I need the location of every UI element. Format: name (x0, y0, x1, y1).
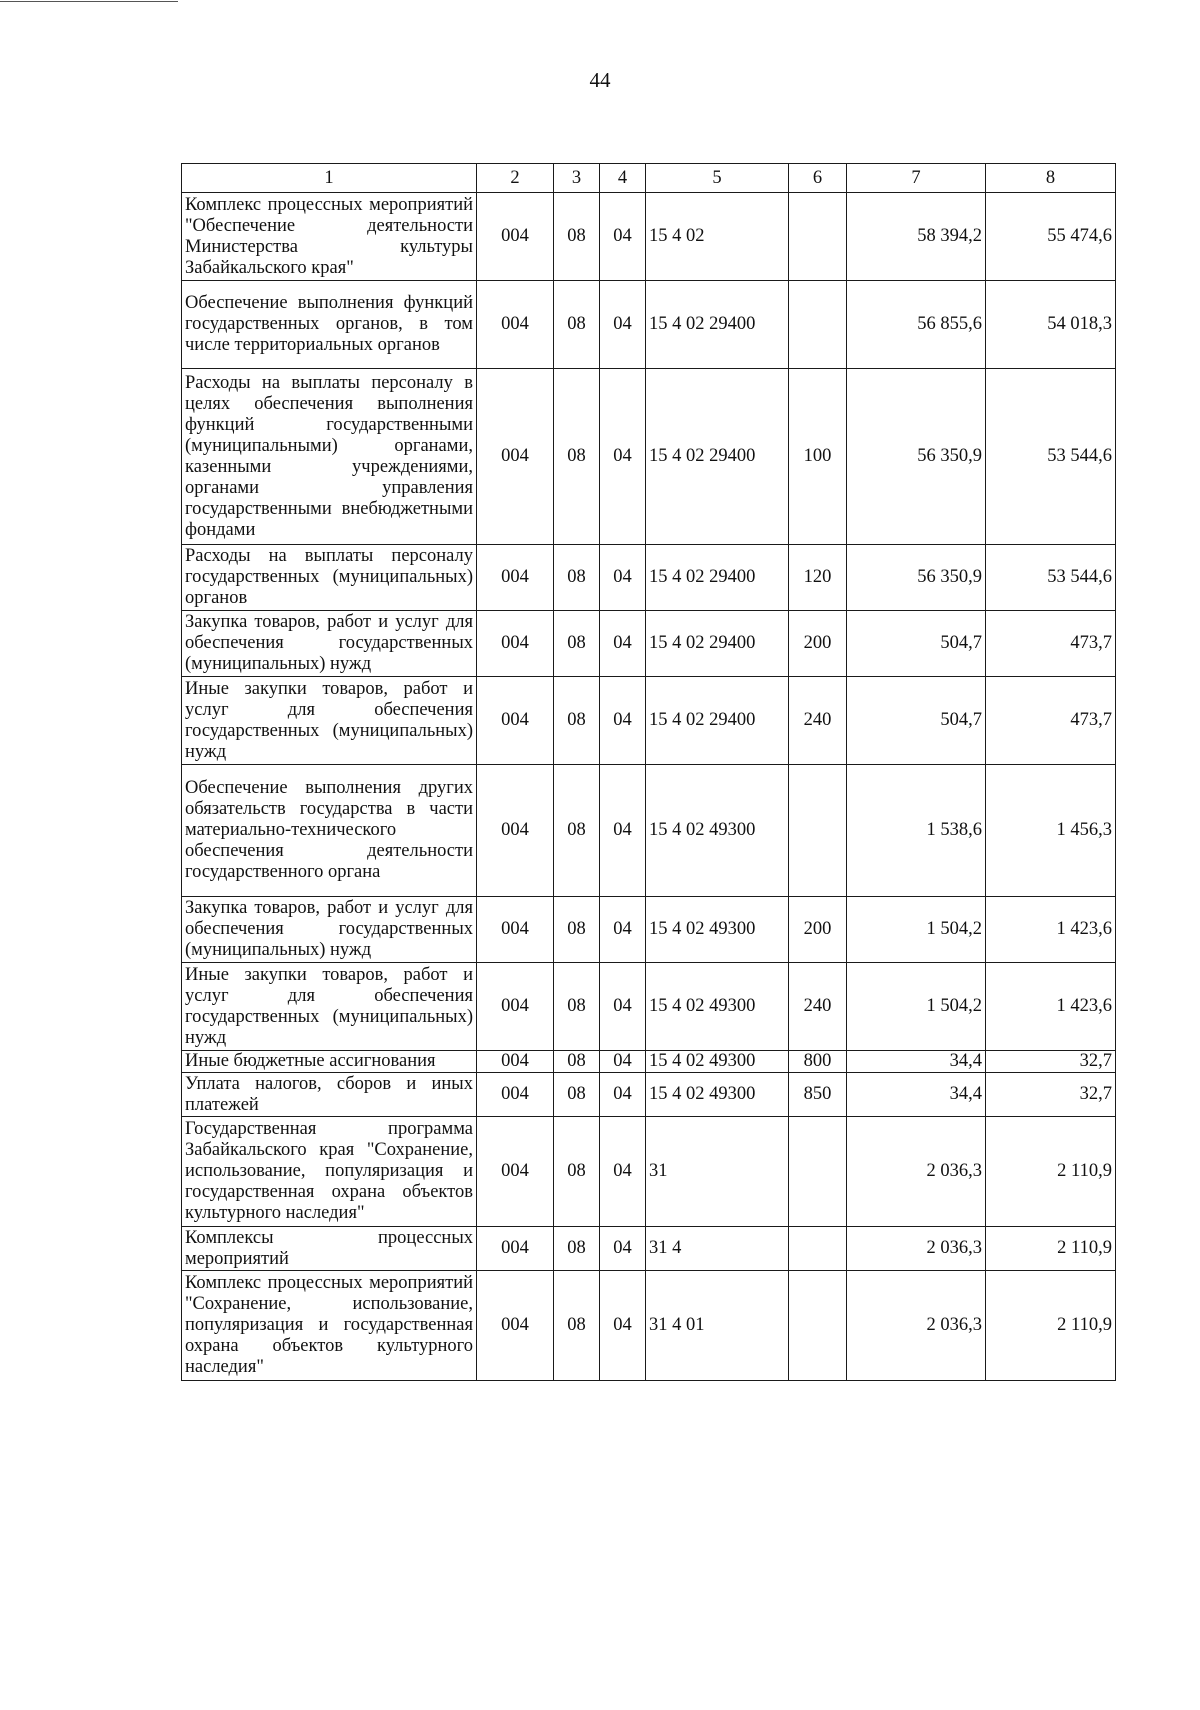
table-row (182, 677, 1116, 765)
target-article: 31 4 (646, 1227, 789, 1271)
section-code: 08 (554, 545, 600, 611)
table-row (182, 897, 1116, 963)
amount-year-2: 2 110,9 (986, 1117, 1116, 1227)
section-code: 08 (554, 1051, 600, 1073)
amount-year-2: 54 018,3 (986, 281, 1116, 369)
amount-year-1: 58 394,2 (847, 193, 986, 281)
amount-year-1: 504,7 (847, 677, 986, 765)
section-code: 08 (554, 1073, 600, 1117)
col-header-6: 6 (789, 164, 847, 193)
expense-type (789, 281, 847, 369)
target-article: 15 4 02 49300 (646, 1073, 789, 1117)
expense-type (789, 1271, 847, 1381)
expense-type (789, 1117, 847, 1227)
amount-year-1: 34,4 (847, 1051, 986, 1073)
section-code: 08 (554, 897, 600, 963)
section-code: 08 (554, 765, 600, 897)
section-code: 08 (554, 677, 600, 765)
amount-year-2: 32,7 (986, 1051, 1116, 1073)
ministry-code: 004 (477, 369, 554, 545)
amount-year-1: 1 504,2 (847, 897, 986, 963)
target-article: 15 4 02 49300 (646, 765, 789, 897)
table-row (182, 1271, 1116, 1381)
ministry-code: 004 (477, 963, 554, 1051)
target-article: 31 4 01 (646, 1271, 789, 1381)
subsection-code: 04 (600, 1271, 646, 1381)
row-name: Комплексы процессных мероприятий (182, 1227, 477, 1271)
target-article: 15 4 02 29400 (646, 545, 789, 611)
ministry-code: 004 (477, 1271, 554, 1381)
subsection-code: 04 (600, 281, 646, 369)
row-name: Закупка товаров, работ и услуг для обеспечения государственных (муниципальных) нужд (182, 897, 477, 963)
section-code: 08 (554, 193, 600, 281)
budget-table (181, 163, 1116, 1381)
amount-year-1: 56 350,9 (847, 545, 986, 611)
col-header-4: 4 (600, 164, 646, 193)
table-row (182, 1051, 1116, 1073)
target-article: 15 4 02 29400 (646, 611, 789, 677)
subsection-code: 04 (600, 897, 646, 963)
expense-type: 200 (789, 611, 847, 677)
amount-year-2: 1 423,6 (986, 963, 1116, 1051)
table-row (182, 369, 1116, 545)
row-name: Иные закупки товаров, работ и услуг для обеспечения государственных (муниципальных) нужд (182, 677, 477, 765)
row-name: Обеспечение выполнения функций государственных органов, в том числе территориальных органов (182, 281, 477, 369)
ministry-code: 004 (477, 281, 554, 369)
amount-year-1: 2 036,3 (847, 1271, 986, 1381)
expense-type (789, 1227, 847, 1271)
col-header-7: 7 (847, 164, 986, 193)
expense-type: 240 (789, 677, 847, 765)
ministry-code: 004 (477, 611, 554, 677)
amount-year-2: 55 474,6 (986, 193, 1116, 281)
row-name: Расходы на выплаты персоналу в целях обеспечения выполнения функций государственными (муниципальными) органами, казенными учреждениями, органами управления государственными внебюджетными фондами (182, 369, 477, 545)
table-row (182, 1227, 1116, 1271)
row-name: Государственная программа Забайкальского края "Сохранение, использование, популяризация и государственная охрана объектов культурного наследия" (182, 1117, 477, 1227)
expense-type: 800 (789, 1051, 847, 1073)
target-article: 15 4 02 49300 (646, 963, 789, 1051)
amount-year-2: 1 456,3 (986, 765, 1116, 897)
subsection-code: 04 (600, 1227, 646, 1271)
ministry-code: 004 (477, 1051, 554, 1073)
ministry-code: 004 (477, 897, 554, 963)
table-row (182, 193, 1116, 281)
page-number: 44 (589, 68, 611, 92)
subsection-code: 04 (600, 611, 646, 677)
table-row (182, 1117, 1116, 1227)
table-row (182, 611, 1116, 677)
row-name: Расходы на выплаты персоналу государственных (муниципальных) органов (182, 545, 477, 611)
amount-year-2: 1 423,6 (986, 897, 1116, 963)
table-row (182, 281, 1116, 369)
target-article: 15 4 02 29400 (646, 369, 789, 545)
amount-year-2: 2 110,9 (986, 1271, 1116, 1381)
subsection-code: 04 (600, 1073, 646, 1117)
ministry-code: 004 (477, 765, 554, 897)
col-header-5: 5 (646, 164, 789, 193)
expense-type: 850 (789, 1073, 847, 1117)
amount-year-2: 53 544,6 (986, 545, 1116, 611)
amount-year-1: 1 504,2 (847, 963, 986, 1051)
expense-type: 120 (789, 545, 847, 611)
expense-type: 240 (789, 963, 847, 1051)
ministry-code: 004 (477, 1073, 554, 1117)
row-name: Иные бюджетные ассигнования (182, 1051, 477, 1073)
section-code: 08 (554, 963, 600, 1051)
ministry-code: 004 (477, 545, 554, 611)
amount-year-2: 2 110,9 (986, 1227, 1116, 1271)
subsection-code: 04 (600, 369, 646, 545)
amount-year-1: 504,7 (847, 611, 986, 677)
ministry-code: 004 (477, 1117, 554, 1227)
expense-type: 100 (789, 369, 847, 545)
col-header-1: 1 (182, 164, 477, 193)
subsection-code: 04 (600, 1117, 646, 1227)
subsection-code: 04 (600, 193, 646, 281)
target-article: 15 4 02 (646, 193, 789, 281)
target-article: 15 4 02 49300 (646, 897, 789, 963)
table-row (182, 765, 1116, 897)
expense-type: 200 (789, 897, 847, 963)
table-body (182, 193, 1116, 1381)
subsection-code: 04 (600, 963, 646, 1051)
section-code: 08 (554, 1117, 600, 1227)
expense-type (789, 765, 847, 897)
section-code: 08 (554, 281, 600, 369)
col-header-3: 3 (554, 164, 600, 193)
ministry-code: 004 (477, 1227, 554, 1271)
amount-year-2: 32,7 (986, 1073, 1116, 1117)
ministry-code: 004 (477, 193, 554, 281)
amount-year-1: 2 036,3 (847, 1227, 986, 1271)
ministry-code: 004 (477, 677, 554, 765)
target-article: 15 4 02 29400 (646, 677, 789, 765)
row-name: Комплекс процессных мероприятий "Сохранение, использование, популяризация и государственная охрана объектов культурного наследия" (182, 1271, 477, 1381)
expense-type (789, 193, 847, 281)
amount-year-1: 34,4 (847, 1073, 986, 1117)
row-name: Обеспечение выполнения других обязательств государства в части материально-технического обеспечения деятельности государственного органа (182, 765, 477, 897)
row-name: Иные закупки товаров, работ и услуг для обеспечения государственных (муниципальных) нужд (182, 963, 477, 1051)
section-code: 08 (554, 369, 600, 545)
amount-year-1: 56 350,9 (847, 369, 986, 545)
table-row (182, 1073, 1116, 1117)
amount-year-2: 473,7 (986, 611, 1116, 677)
target-article: 31 (646, 1117, 789, 1227)
table-row (182, 963, 1116, 1051)
section-code: 08 (554, 1271, 600, 1381)
subsection-code: 04 (600, 1051, 646, 1073)
scan-edge-line (0, 1, 178, 2)
section-code: 08 (554, 611, 600, 677)
amount-year-1: 2 036,3 (847, 1117, 986, 1227)
amount-year-2: 473,7 (986, 677, 1116, 765)
subsection-code: 04 (600, 677, 646, 765)
row-name: Уплата налогов, сборов и иных платежей (182, 1073, 477, 1117)
row-name: Комплекс процессных мероприятий "Обеспечение деятельности Министерства культуры Забайкальского края" (182, 193, 477, 281)
subsection-code: 04 (600, 765, 646, 897)
amount-year-1: 1 538,6 (847, 765, 986, 897)
col-header-8: 8 (986, 164, 1116, 193)
table-row (182, 545, 1116, 611)
row-name: Закупка товаров, работ и услуг для обеспечения государственных (муниципальных) нужд (182, 611, 477, 677)
target-article: 15 4 02 49300 (646, 1051, 789, 1073)
section-code: 08 (554, 1227, 600, 1271)
amount-year-1: 56 855,6 (847, 281, 986, 369)
header-row (182, 164, 1116, 193)
amount-year-2: 53 544,6 (986, 369, 1116, 545)
target-article: 15 4 02 29400 (646, 281, 789, 369)
col-header-2: 2 (477, 164, 554, 193)
subsection-code: 04 (600, 545, 646, 611)
